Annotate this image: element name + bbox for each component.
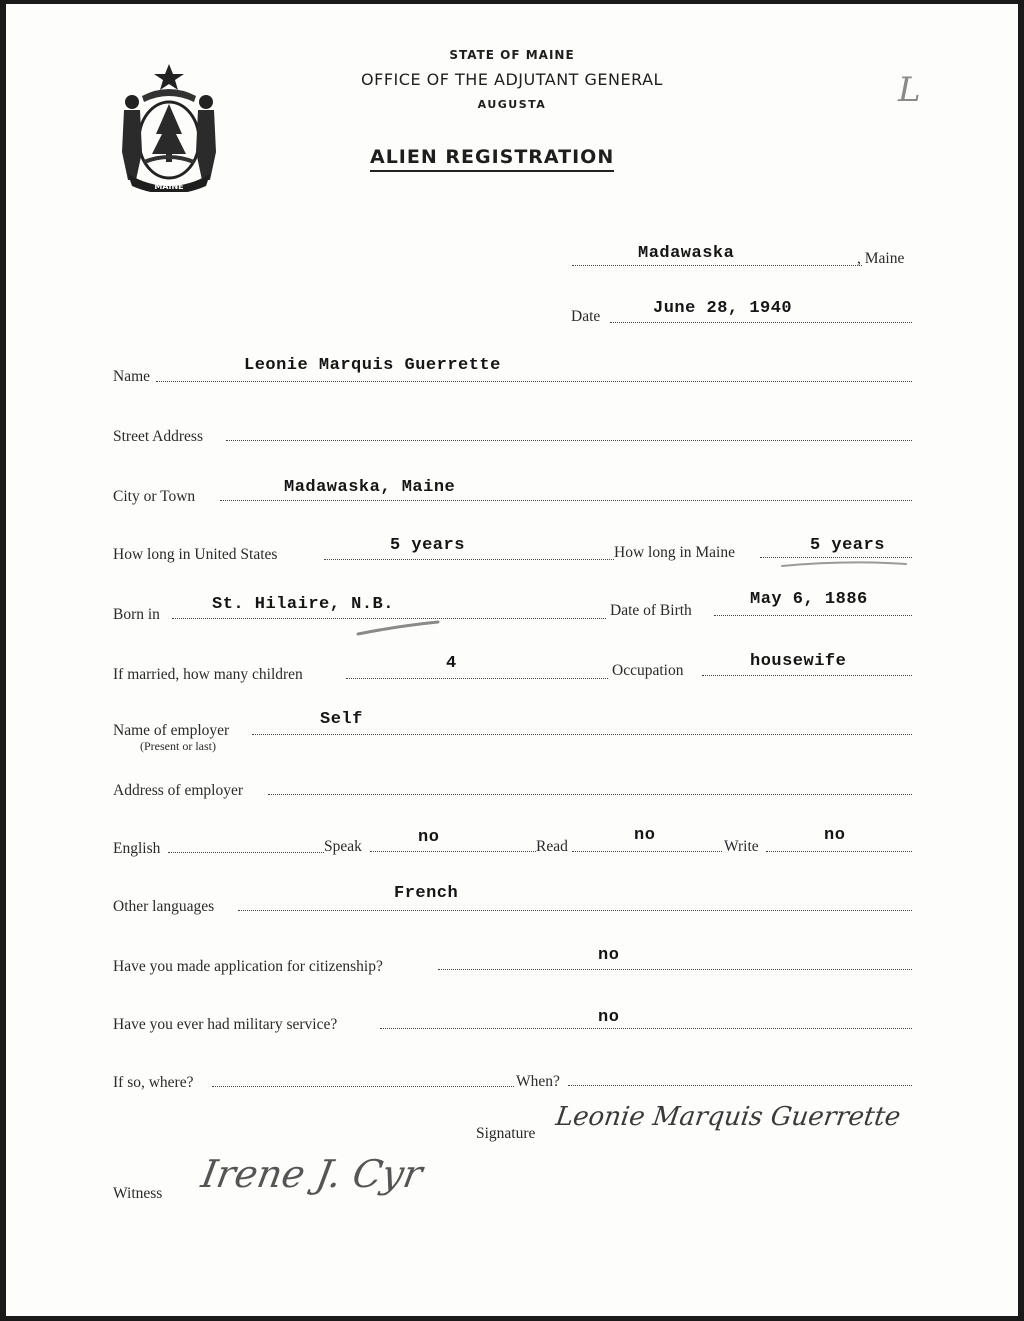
signature-handwriting: Leonie Marquis Guerrette: [553, 1102, 903, 1132]
read-value: no: [634, 826, 656, 845]
occupation-value: housewife: [750, 652, 847, 671]
pencil-strokes-overlay: [6, 4, 1018, 1316]
how-long-maine-label: How long in Maine: [614, 544, 735, 561]
how-long-us-value: 5 years: [390, 536, 465, 555]
street-address-label: Street Address: [113, 428, 203, 445]
military-value: no: [598, 1008, 620, 1027]
military-label: Have you ever had military service?: [113, 1016, 338, 1033]
dob-label: Date of Birth: [610, 602, 692, 619]
children-value: 4: [446, 654, 457, 673]
speak-label: Speak: [324, 838, 362, 855]
children-label: If married, how many children: [113, 666, 303, 683]
margin-check-mark: L: [898, 70, 921, 110]
registration-form-page: [6, 4, 1018, 1316]
witness-label: Witness: [113, 1185, 163, 1202]
date-value: June 28, 1940: [653, 299, 793, 318]
form-title: ALIEN REGISTRATION: [370, 146, 614, 172]
city-value: Madawaska, Maine: [284, 478, 456, 497]
write-value: no: [824, 826, 846, 845]
employer-value: Self: [320, 710, 363, 729]
how-long-maine-value: 5 years: [810, 536, 885, 555]
how-long-us-label: How long in United States: [113, 546, 278, 563]
when-label: When?: [516, 1073, 560, 1090]
witness-handwriting: Irene J. Cyr: [198, 1152, 426, 1196]
employer-sublabel: (Present or last): [140, 739, 216, 753]
speak-value: no: [418, 828, 440, 847]
employer-label: Name of employer: [113, 722, 230, 739]
header-city: AUGUSTA: [477, 98, 547, 111]
header-state: STATE OF MAINE: [449, 48, 575, 62]
read-label: Read: [536, 838, 568, 855]
born-in-value: St. Hilaire, N.B.: [212, 595, 394, 614]
born-in-label: Born in: [113, 606, 160, 623]
date-label: Date: [571, 308, 601, 325]
english-label: English: [113, 840, 161, 857]
name-label: Name: [113, 368, 151, 385]
location-town: Madawaska: [638, 244, 735, 263]
citizenship-label: Have you made application for citizenship?: [113, 958, 383, 975]
location-state-label: , Maine: [857, 250, 905, 267]
citizenship-value: no: [598, 946, 620, 965]
occupation-label: Occupation: [612, 662, 684, 679]
other-languages-value: French: [394, 884, 459, 903]
seal-label: MAINE: [154, 182, 184, 191]
header-office: OFFICE OF THE ADJUTANT GENERAL: [361, 70, 663, 89]
signature-label: Signature: [476, 1125, 536, 1142]
city-label: City or Town: [113, 488, 196, 505]
write-label: Write: [724, 838, 759, 855]
other-languages-label: Other languages: [113, 898, 215, 915]
employer-address-label: Address of employer: [113, 782, 243, 799]
name-value: Leonie Marquis Guerrette: [244, 356, 501, 375]
dob-value: May 6, 1886: [750, 590, 868, 609]
where-label: If so, where?: [113, 1074, 194, 1091]
